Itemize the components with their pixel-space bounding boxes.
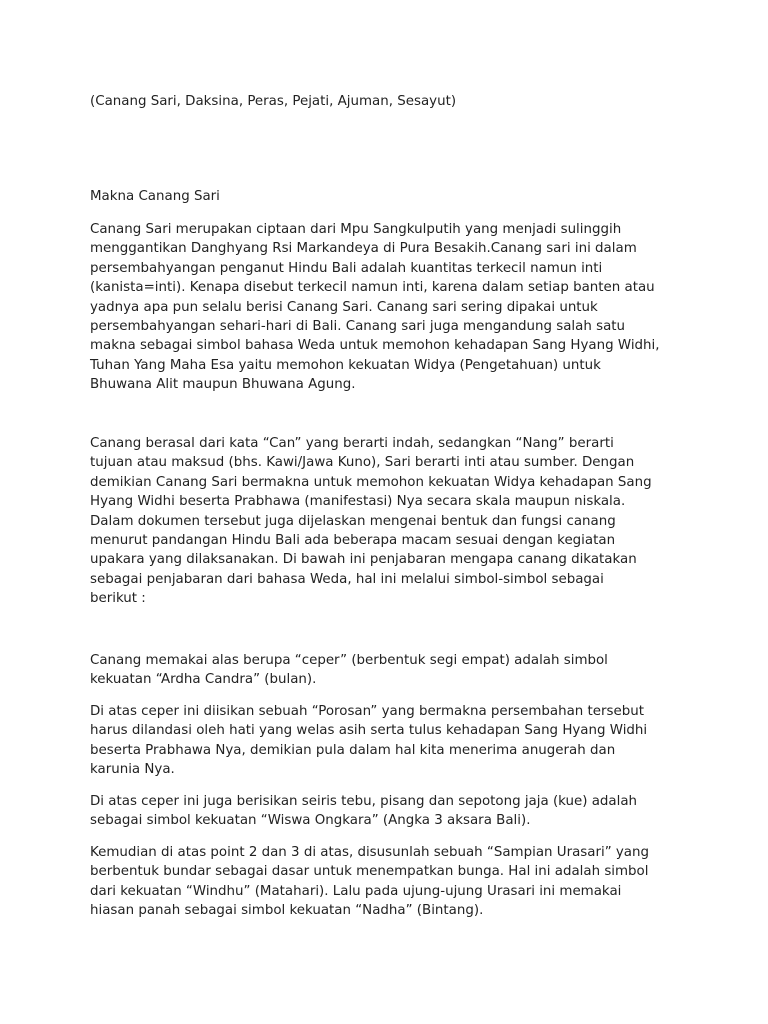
paragraph-line: upakara yang dilaksanakan. Di bawah ini penjabaran mengapa canang dikatakan bbox=[90, 552, 637, 568]
paragraph-line: berikut : bbox=[90, 591, 146, 607]
paragraph-etymology bbox=[90, 434, 690, 609]
paragraph-line: yadnya apa pun selalu berisi Canang Sari. Canang sari sering dipakai untuk bbox=[90, 299, 598, 315]
paragraph-line: persembahyangan sehari-hari di Bali. Canang sari juga mengandung salah satu bbox=[90, 319, 626, 335]
paragraph-line: harus dilandasi oleh hati yang welas asih serta tulus kehadapan Sang Hyang Widhi bbox=[90, 723, 648, 739]
paragraph-ceper bbox=[90, 651, 690, 690]
paragraph-line: sebagai penjabaran dari bahasa Weda, hal ini melalui simbol-simbol sebagai bbox=[90, 571, 604, 587]
paragraph-origin bbox=[90, 220, 690, 395]
document-subtitle: (Canang Sari, Daksina, Peras, Pejati, Ajuman, Sesayut) bbox=[90, 94, 457, 109]
paragraph-line: Hyang Widhi beserta Prabhawa (manifestasi) Nya secara skala maupun niskala. bbox=[90, 494, 626, 510]
paragraph-line: sebagai simbol kekuatan “Wiswa Ongkara” (Angka 3 aksara Bali). bbox=[90, 813, 531, 829]
paragraph-line: Dalam dokumen tersebut juga dijelaskan mengenai bentuk dan fungsi canang bbox=[90, 513, 616, 529]
paragraph-porosan bbox=[90, 702, 690, 780]
paragraph-line: hiasan panah sebagai simbol kekuatan “Nadha” (Bintang). bbox=[90, 903, 484, 919]
paragraph-line: persembahyangan penganut Hindu Bali adalah kuantitas terkecil namun inti bbox=[90, 260, 603, 276]
paragraph-line: dari kekuatan “Windhu” (Matahari). Lalu pada ujung-ujung Urasari ini memakai bbox=[90, 883, 622, 899]
section-heading: Makna Canang Sari bbox=[90, 189, 220, 204]
paragraph-line: Kemudian di atas point 2 dan 3 di atas, disusunlah sebuah “Sampian Urasari” yang bbox=[90, 845, 649, 860]
paragraph-line: Bhuwana Alit maupun Bhuwana Agung. bbox=[90, 377, 356, 393]
paragraph-line: kekuatan “Ardha Candra” (bulan). bbox=[90, 672, 317, 688]
paragraph-line: menurut pandangan Hindu Bali ada beberapa macam sesuai dengan kegiatan bbox=[90, 533, 616, 549]
paragraph-line: menggantikan Danghyang Rsi Markandeya di Pura Besakih.Canang sari ini dalam bbox=[90, 241, 637, 257]
paragraph-line: berbentuk bundar sebagai dasar untuk menempatkan bunga. Hal ini adalah simbol bbox=[90, 864, 649, 880]
paragraph-line: Di atas ceper ini juga berisikan seiris tebu, pisang dan sepotong jaja (kue) adalah bbox=[90, 794, 638, 809]
paragraph-line: Canang Sari merupakan ciptaan dari Mpu Sangkulputih yang menjadi sulinggih bbox=[90, 222, 622, 237]
paragraph-line: beserta Prabhawa Nya, demikian pula dalam hal kita menerima anugerah dan bbox=[90, 742, 616, 758]
paragraph-line: Canang memakai alas berupa “ceper” (berbentuk segi empat) adalah simbol bbox=[90, 653, 608, 668]
paragraph-urasari bbox=[90, 843, 690, 921]
paragraph-line: demikian Canang Sari bermakna untuk memohon kekuatan Widya kehadapan Sang bbox=[90, 474, 652, 490]
paragraph-line: Tuhan Yang Maha Esa yaitu memohon kekuatan Widya (Pengetahuan) untuk bbox=[90, 357, 601, 373]
paragraph-line: makna sebagai simbol bahasa Weda untuk memohon kehadapan Sang Hyang Widhi, bbox=[90, 338, 660, 354]
paragraph-line: Di atas ceper ini diisikan sebuah “Porosan” yang bermakna persembahan tersebut bbox=[90, 704, 644, 719]
paragraph-line: tujuan atau maksud (bhs. Kawi/Jawa Kuno), Sari berarti inti atau sumber. Dengan bbox=[90, 455, 635, 471]
paragraph-line: (kanista=inti). Kenapa disebut terkecil namun inti, karena dalam setiap banten atau bbox=[90, 280, 655, 296]
paragraph-line: karunia Nya. bbox=[90, 762, 175, 778]
paragraph-line: Canang berasal dari kata “Can” yang berarti indah, sedangkan “Nang” berarti bbox=[90, 436, 614, 451]
paragraph-tebu bbox=[90, 792, 690, 831]
